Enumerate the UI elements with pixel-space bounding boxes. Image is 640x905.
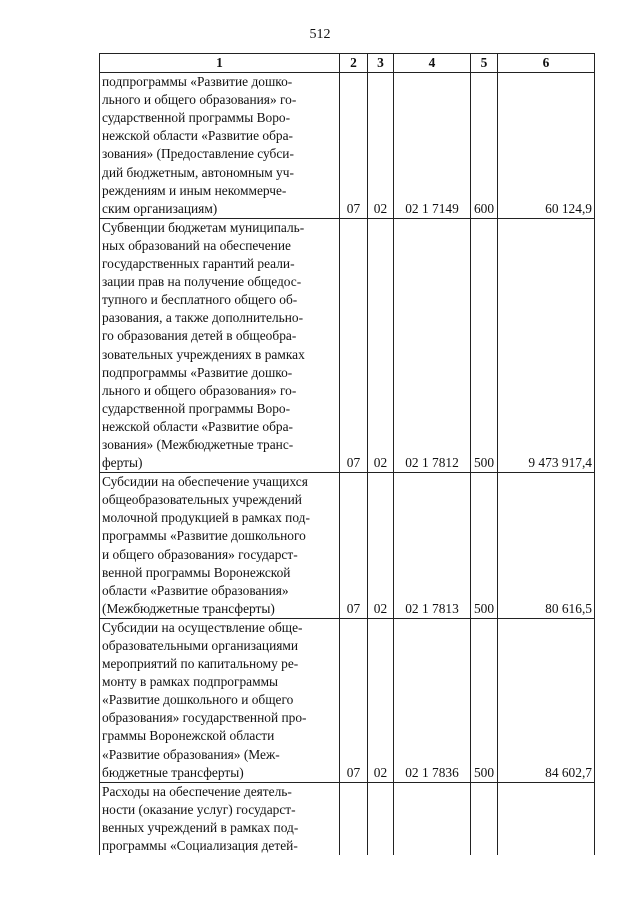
header-col-6: 6 bbox=[498, 54, 595, 73]
row-description: Расходы на обеспечение деятель- ности (оказание услуг) государст- венных учреждений в рамках под- программы «Социализация детей- bbox=[100, 782, 340, 855]
table-row bbox=[100, 782, 595, 855]
row-subsection-code: 02 bbox=[368, 618, 394, 782]
table-row bbox=[100, 473, 595, 619]
row-section-code bbox=[340, 782, 368, 855]
row-expense-type: 500 bbox=[471, 473, 498, 619]
budget-table bbox=[99, 53, 595, 855]
row-subsection-code: 02 bbox=[368, 73, 394, 219]
row-description: подпрограммы «Развитие дошко- льного и общего образования» го- сударственной программы Воро- нежской области «Развитие обра- зования» (Предоставление субси- дий бюджетным, автономным уч- реждениям и иным некоммерче- ским организациям) bbox=[100, 73, 340, 219]
row-amount: 60 124,9 bbox=[498, 73, 595, 219]
row-expense-type: 600 bbox=[471, 73, 498, 219]
row-amount: 84 602,7 bbox=[498, 618, 595, 782]
row-expense-type: 500 bbox=[471, 218, 498, 472]
row-description: Субсидии на обеспечение учащихся общеобразовательных учреждений молочной продукцией в рамках под- программы «Развитие дошкольного и общего образования» государст- венной программы Воронежской области «Развитие образования» (Межбюджетные трансферты) bbox=[100, 473, 340, 619]
row-subsection-code: 02 bbox=[368, 218, 394, 472]
row-expense-type: 500 bbox=[471, 618, 498, 782]
header-col-3: 3 bbox=[368, 54, 394, 73]
row-description: Субвенции бюджетам муниципаль- ных образований на обеспечение государственных гарантий реали- зации прав на получение общедос- тупного и бесплатного общего об- разования, а также дополнительно- го образования детей в общеобра- зовательных учреждениях в рамках подпрограммы «Развитие дошко- льного и общего образования» го- сударственной программы Воро- нежской области «Развитие обра- зования» (Межбюджетные транс- ферты) bbox=[100, 218, 340, 472]
row-amount: 80 616,5 bbox=[498, 473, 595, 619]
row-amount bbox=[498, 782, 595, 855]
row-subsection-code: 02 bbox=[368, 473, 394, 619]
table-header-row bbox=[100, 54, 595, 73]
row-amount: 9 473 917,4 bbox=[498, 218, 595, 472]
row-section-code: 07 bbox=[340, 73, 368, 219]
header-col-2: 2 bbox=[340, 54, 368, 73]
header-col-1: 1 bbox=[100, 54, 340, 73]
table-row bbox=[100, 618, 595, 782]
row-section-code: 07 bbox=[340, 618, 368, 782]
page-number: 512 bbox=[309, 27, 331, 42]
row-section-code: 07 bbox=[340, 218, 368, 472]
row-target-article: 02 1 7812 bbox=[394, 218, 471, 472]
row-target-article: 02 1 7813 bbox=[394, 473, 471, 619]
table-row bbox=[100, 218, 595, 472]
row-expense-type bbox=[471, 782, 498, 855]
header-col-4: 4 bbox=[394, 54, 471, 73]
row-subsection-code bbox=[368, 782, 394, 855]
row-section-code: 07 bbox=[340, 473, 368, 619]
row-target-article: 02 1 7836 bbox=[394, 618, 471, 782]
row-target-article bbox=[394, 782, 471, 855]
table-row bbox=[100, 73, 595, 219]
header-col-5: 5 bbox=[471, 54, 498, 73]
row-description: Субсидии на осуществление обще- образовательными организациями мероприятий по капитальному ре- монту в рамках подпрограммы «Развитие дошкольного и общего образования» государственной про- граммы Воронежской области «Развитие образования» (Меж- бюджетные трансферты) bbox=[100, 618, 340, 782]
row-target-article: 02 1 7149 bbox=[394, 73, 471, 219]
